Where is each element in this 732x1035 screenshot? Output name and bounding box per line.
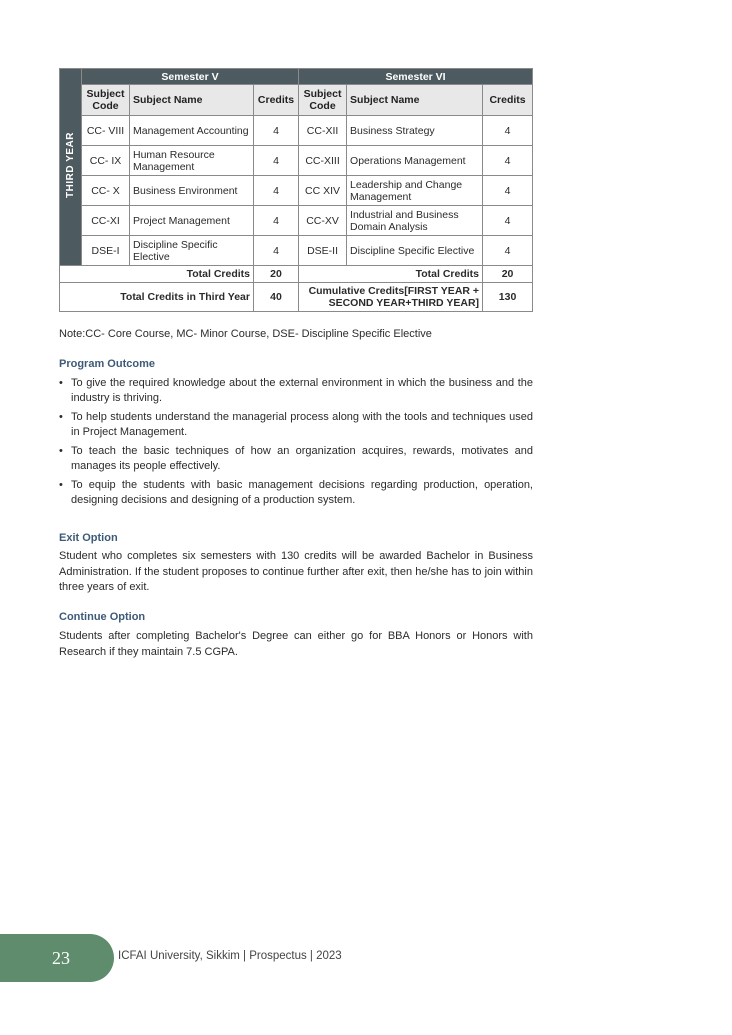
total-credits-label: Total Credits (299, 266, 483, 283)
credits: 4 (483, 146, 533, 176)
subject-name: Human Resource Management (130, 146, 254, 176)
cumulative-row (60, 283, 533, 312)
list-item: • To give the required knowledge about the external environment in which the business and the industry is thriving. (59, 377, 533, 404)
total-credits-value: 20 (483, 266, 533, 283)
exit-option-text: Student who completes six semesters with 130 credits will be awarded Bachelor in Business Administration. If the student proposes to continue further after exit, then he/she has to join within three years of exit. (59, 550, 533, 593)
subject-code: CC- IX (82, 146, 130, 176)
subject-code: CC-XV (299, 206, 347, 236)
program-outcome-list (59, 376, 533, 512)
subject-code: CC- X (82, 176, 130, 206)
subject-code: CC-XIII (299, 146, 347, 176)
subject-name: Discipline Specific Elective (347, 236, 483, 266)
col-subject-code: Subject Code (299, 85, 347, 116)
subject-code: DSE-II (299, 236, 347, 266)
subject-name: Discipline Specific Elective (130, 236, 254, 266)
semester-vi-header: Semester VI (299, 69, 533, 85)
page-number: 23 (52, 948, 70, 968)
total-credits-value: 20 (254, 266, 299, 283)
subject-name: Project Management (130, 206, 254, 236)
credits: 4 (483, 206, 533, 236)
credits: 4 (254, 146, 299, 176)
col-credits: Credits (254, 85, 299, 116)
table-row (60, 116, 533, 146)
third-year-credits-value: 40 (254, 283, 299, 312)
col-credits: Credits (483, 85, 533, 116)
col-subject-code: Subject Code (82, 85, 130, 116)
subject-name: Business Environment (130, 176, 254, 206)
total-credits-row (60, 266, 533, 283)
credits: 4 (483, 176, 533, 206)
continue-option-text: Students after completing Bachelor's Degree can either go for BBA Honors or Honors with Research if they maintain 7.5 CGPA. (59, 630, 533, 658)
subject-code: CC-XI (82, 206, 130, 236)
subject-name: Leadership and Change Management (347, 176, 483, 206)
footer-text: ICFAI University, Sikkim | Prospectus | 2023 (118, 950, 342, 962)
third-year-credits-label: Total Credits in Third Year (60, 283, 254, 312)
credits: 4 (254, 116, 299, 146)
year-label: THIRD YEAR (60, 69, 82, 266)
continue-option-heading: Continue Option (59, 611, 146, 623)
credits: 4 (483, 116, 533, 146)
total-credits-label: Total Credits (60, 266, 254, 283)
table-row (60, 146, 533, 176)
abbreviation-note: Note:CC- Core Course, MC- Minor Course, DSE- Discipline Specific Elective (59, 328, 432, 340)
subject-code: CC-XII (299, 116, 347, 146)
subject-name: Industrial and Business Domain Analysis (347, 206, 483, 236)
table-row (60, 236, 533, 266)
credits: 4 (483, 236, 533, 266)
subject-name: Operations Management (347, 146, 483, 176)
table-row (60, 206, 533, 236)
credits: 4 (254, 236, 299, 266)
cumulative-credits-label: Cumulative Credits[FIRST YEAR + SECOND YEAR+THIRD YEAR] (299, 283, 483, 312)
subject-name: Business Strategy (347, 116, 483, 146)
credits-table (59, 68, 533, 312)
subject-name: Management Accounting (130, 116, 254, 146)
col-subject-name: Subject Name (347, 85, 483, 116)
subject-code: CC- VIII (82, 116, 130, 146)
list-item: • To help students understand the managerial process along with the tools and techniques used in Project Management. (59, 411, 533, 438)
subject-code: CC XIV (299, 176, 347, 206)
subject-code: DSE-I (82, 236, 130, 266)
table-row (60, 176, 533, 206)
exit-option-heading: Exit Option (59, 532, 118, 544)
credits: 4 (254, 206, 299, 236)
program-outcome-heading: Program Outcome (59, 358, 155, 370)
col-subject-name: Subject Name (130, 85, 254, 116)
list-item: • To teach the basic techniques of how an organization acquires, rewards, motivates and manages its people effectively. (59, 445, 533, 472)
list-item: • To equip the students with basic management decisions regarding production, operation, designing decisions and designing of a production system. (59, 479, 533, 506)
credits: 4 (254, 176, 299, 206)
semester-v-header: Semester V (82, 69, 299, 85)
cumulative-credits-value: 130 (483, 283, 533, 312)
